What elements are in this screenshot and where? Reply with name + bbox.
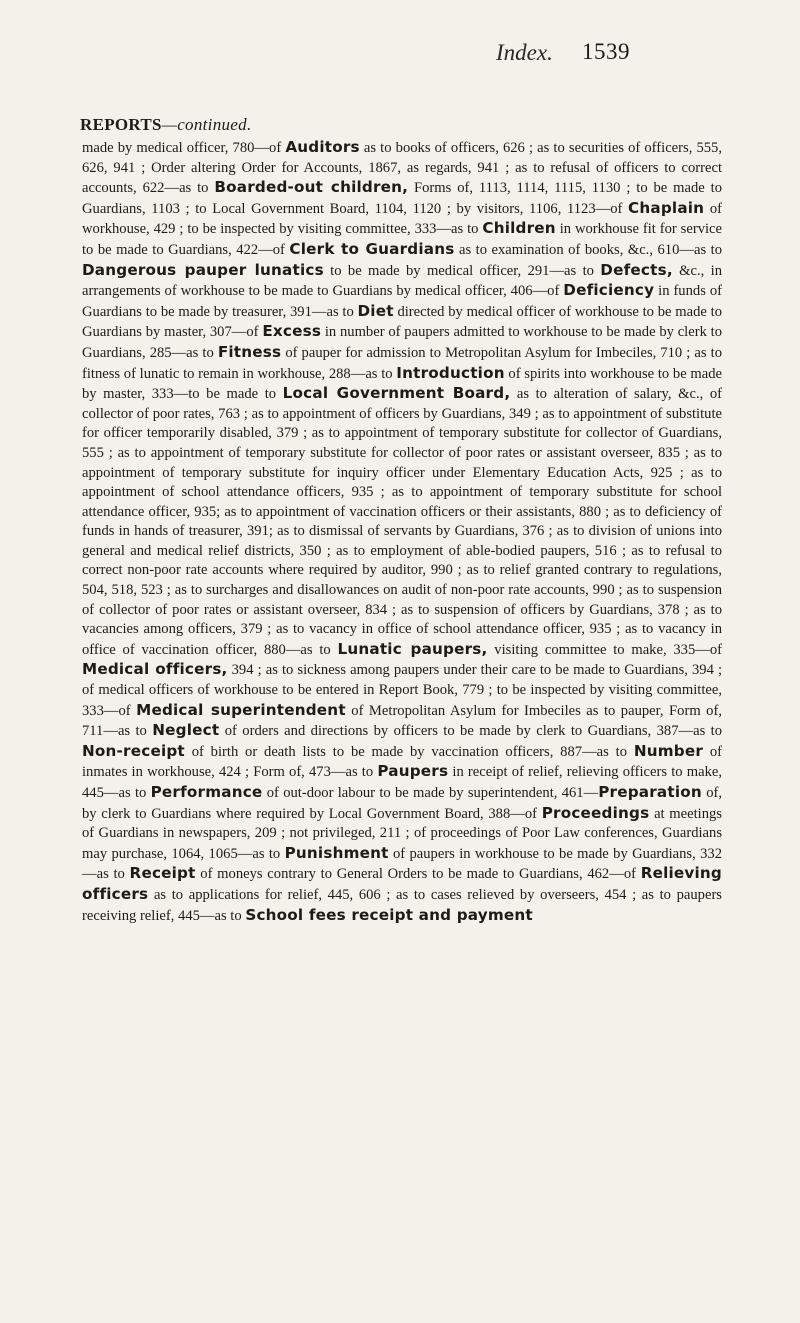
index-text: at meetings of Guardians in newspapers, 209 ; not privileged, 211 ; of proceedings of Poor Law conferences, Guardians may purchase, 1064, 1065—as to (82, 805, 722, 862)
index-keyword: Fitness (217, 342, 282, 361)
index-text: of birth or death lists to be made by vaccination officers, 887—as to (184, 743, 634, 760)
index-text: in workhouse fit for service to be made to Guardians, 422—of (82, 221, 722, 258)
index-text: in receipt of relief, relieving officers to make, 445—as to (82, 764, 722, 801)
index-keyword: Excess (262, 322, 322, 341)
index-keyword: Children (482, 219, 556, 238)
index-keyword: Preparation (598, 783, 702, 801)
index-keyword: Punishment (284, 843, 389, 862)
index-text: as to books of officers, 626 ; as to securities of officers, 555, 626, 941 ; Order altering Order for Accounts, 1867, as regards, 941 ; as to refusal of officers to correct accounts, 622—as to (82, 140, 722, 197)
index-text: Forms of, 1113, 1114, 1115, 1130 ; to be made to Guardians, 1103 ; to Local Government Board, 1104, 1120 ; by visitors, 1106, 1123—of (82, 180, 722, 217)
index-text: in number of paupers admitted to workhouse to be made by clerk to Guardians, 285—as to (82, 324, 722, 361)
index-keyword: Defects, (600, 260, 673, 279)
index-keyword: Dangerous pauper lunatics (82, 260, 324, 279)
index-keyword: Boarded-out children, (214, 178, 409, 197)
index-text: of inmates in workhouse, 424 ; Form of, 473—as to (82, 743, 723, 781)
index-keyword: Medical superintendent (136, 700, 346, 719)
section-heading-title: REPORTS (80, 115, 162, 134)
index-text: of moneys contrary to General Orders to be made to Guardians, 462—of (195, 866, 641, 883)
index-keyword: Proceedings (541, 803, 650, 822)
index-keyword: Introduction (396, 363, 505, 382)
index-text: of spirits into workhouse to be made by master, 333—to be made to (82, 365, 722, 403)
index-text: in funds of Guardians to be made by treasurer, 391—as to (82, 283, 722, 320)
running-head-title: Index. (496, 40, 553, 65)
index-text: to be made by medical officer, 291—as to (323, 262, 601, 279)
index-keyword: Relieving officers (82, 864, 722, 903)
index-text: &c., in arrangements of workhouse to be made to Guardians by medical officer, 406—of (82, 262, 723, 300)
index-keyword: Medical officers, (82, 660, 228, 679)
index-text: of orders and directions by officers to be made by clerk to Guardians, 387—as to (219, 723, 723, 740)
index-keyword: Number (633, 741, 704, 760)
index-text: visiting committee to make, 335—of (487, 641, 723, 658)
index-keyword: Deficiency (563, 281, 655, 300)
index-keyword: Performance (150, 783, 263, 801)
index-text: of pauper for admission to Metropolitan Asylum for Imbeciles, 710 ; as to fitness of lunatic to remain in workhouse, 288—as to (82, 344, 722, 382)
section-heading (80, 115, 252, 135)
index-entry-text (82, 138, 722, 926)
running-head (0, 40, 800, 80)
index-keyword: Non-receipt (82, 741, 185, 760)
index-keyword: Local Government Board, (282, 384, 511, 403)
index-keyword: Neglect (152, 721, 220, 740)
index-keyword: Diet (357, 301, 394, 320)
index-text: of out-door labour to be made by superintendent, 461— (262, 785, 599, 801)
index-text: of, by clerk to Guardians where required by Local Government Board, 388—of (82, 785, 722, 822)
index-keyword: Auditors (285, 138, 360, 156)
index-keyword: School fees receipt and payment (245, 905, 533, 924)
index-keyword: Lunatic paupers, (337, 639, 488, 658)
index-keyword: Receipt (129, 864, 196, 883)
index-text: directed by medical officer of workhouse to be made to Guardians by master, 307—of (82, 303, 722, 341)
index-text: of Metropolitan Asylum for Imbeciles as to pauper, Form of, 711—as to (82, 702, 722, 740)
index-text: made by medical officer, 780—of (82, 140, 286, 156)
page-number: 1539 (582, 39, 630, 64)
index-text: as to alteration of salary, &c., of collector of poor rates, 763 ; as to appointment of officers by Guardians, 349 ; as to appointment of substitute for officer temporarily disabled, 379 ; as to appointment of temporary substitute for collector of Guardians, 555 ; as to appointment of temporary substitute for collector of poor rates or assistant overseer, 835 ; as to appointment of temporary substitute for inquiry officer under Elementary Education Acts, 925 ; as to appointment of school attendance officers, 935 ; as to appointment of temporary substitute for school attendance officer, 935; as to appointment of vaccination officers or their assistants, 880 ; as to deficiency of funds in hands of treasurer, 391; as to dismissal of servants by Guardians, 376 ; as to division of unions into general and medical relief districts, 350 ; as to employment of able-bodied paupers, 516 ; as to refusal to correct non-poor rate accounts where required by auditor, 990 ; as to relief granted contrary to regulations, 504, 518, 523 ; as to surcharges and disallowances on audit of non-poor rate accounts, 990 ; as to suspension of collector of poor rates or assistant overseer, 834 ; as to suspension of officers by Guardians, 378 ; as to vacancies among officers, 379 ; as to vacancy in office of school attendance officer, 935 ; as to vacancy in office of vaccination officer, 880—as to (82, 386, 723, 658)
index-keyword: Clerk to Guardians (289, 239, 455, 258)
index-keyword: Chaplain (628, 198, 705, 217)
index-text: as to applications for relief, 445, 606 ; as to cases relieved by overseers, 454 ; as to paupers receiving relief, 445—as to (82, 886, 722, 924)
index-keyword: Paupers (377, 762, 449, 781)
index-text: as to examination of books, &c., 610—as to (454, 241, 722, 258)
section-heading-continued: —continued. (161, 115, 252, 134)
index-text: 394 ; as to sickness among paupers under their care to be made to Guardians, 394 ; of medical officers of workhouse to be entered in Report Book, 779 ; to be inspected by visiting committee, 333—of (82, 662, 723, 719)
index-text: of workhouse, 429 ; to be inspected by visiting committee, 333—as to (82, 200, 722, 238)
index-text: of paupers in workhouse to be made by Guardians, 332—as to (82, 845, 722, 883)
